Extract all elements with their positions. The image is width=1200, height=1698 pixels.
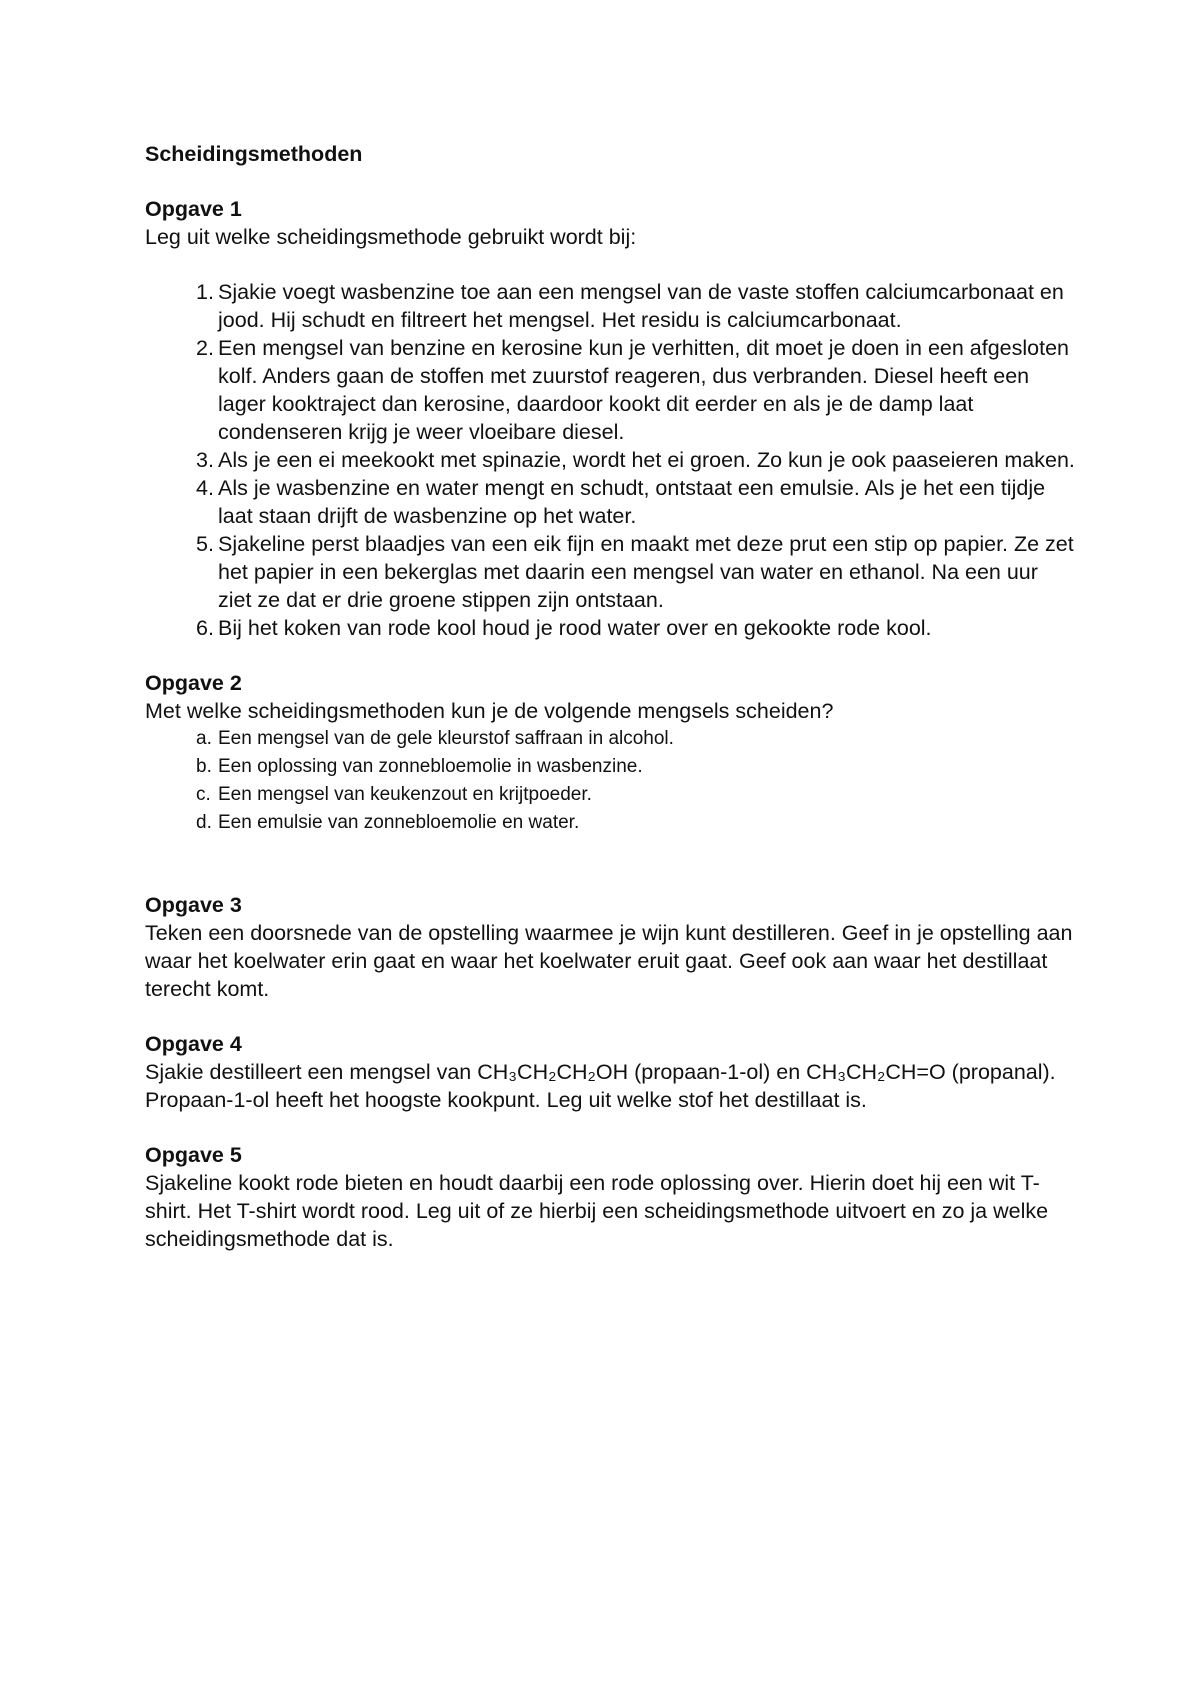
list-marker: d. <box>196 812 212 833</box>
list-item-text: Als je wasbenzine en water mengt en schudt, ontstaat een emulsie. Als je het een tijdje laat staan drijft de wasbenzine op het water. <box>218 476 1046 528</box>
list-marker: 5. <box>196 532 214 556</box>
list-item <box>145 334 1075 446</box>
section-heading: Opgave 3 <box>145 893 242 917</box>
list-item <box>145 278 1075 334</box>
section-intro: Met welke scheidingsmethoden kun je de volgende mengsels scheiden? <box>145 699 834 723</box>
section-opgave-2 <box>145 669 1075 864</box>
list-marker: 4. <box>196 476 214 500</box>
list-item-text: Sjakeline perst blaadjes van een eik fijn en maakt met deze prut een stip op papier. Ze zet het papier in een bekerglas met daarin een mengsel van water en ethanol. Na een uur ziet ze dat er drie groene stippen zijn ontstaan. <box>218 532 1074 612</box>
list-item-text: Een emulsie van zonnebloemolie en water. <box>218 812 580 833</box>
section-opgave-3 <box>145 891 1075 1003</box>
list-marker: 2. <box>196 336 214 360</box>
section-heading: Opgave 1 <box>145 197 242 221</box>
list-item <box>145 614 1075 642</box>
list-item <box>145 725 1075 753</box>
lettered-list <box>145 725 1075 837</box>
list-marker: 6. <box>196 616 214 640</box>
list-item <box>145 809 1075 837</box>
document-page <box>145 140 1075 1280</box>
page-title: Scheidingsmethoden <box>145 142 363 166</box>
list-item <box>145 753 1075 781</box>
list-item <box>145 781 1075 809</box>
list-item-text: Een mengsel van keukenzout en krijtpoeder. <box>218 784 592 805</box>
section-opgave-1 <box>145 195 1075 642</box>
section-heading: Opgave 4 <box>145 1032 242 1056</box>
numbered-list <box>145 278 1075 642</box>
section-intro: Leg uit welke scheidingsmethode gebruikt wordt bij: <box>145 225 637 249</box>
section-opgave-4 <box>145 1030 1075 1114</box>
section-body: Teken een doorsnede van de opstelling waarmee je wijn kunt destilleren. Geef in je opstelling aan waar het koelwater erin gaat en waar het koelwater eruit gaat. Geef ook aan waar het destillaat terecht komt. <box>145 921 1073 1001</box>
section-body: Sjakeline kookt rode bieten en houdt daarbij een rode oplossing over. Hierin doet hij een wit T-shirt. Het T-shirt wordt rood. Leg uit of ze hierbij een scheidingsmethode uitvoert en zo ja welke scheidingsmethode dat is. <box>145 1171 1049 1251</box>
list-item <box>145 474 1075 530</box>
list-item-text: Een mengsel van de gele kleurstof saffraan in alcohol. <box>218 728 674 749</box>
list-item <box>145 530 1075 614</box>
list-item-text: Een mengsel van benzine en kerosine kun je verhitten, dit moet je doen in een afgesloten kolf. Anders gaan de stoffen met zuurstof reageren, dus verbranden. Diesel heeft een lager kooktraject dan kerosine, daardoor kookt dit eerder en als je de damp laat condenseren krijg je weer vloeibare diesel. <box>218 336 1070 444</box>
section-body: Sjakie destilleert een mengsel van CH₃CH₂CH₂OH (propaan-1-ol) en CH₃CH₂CH=O (propanal). Propaan-1-ol heeft het hoogste kookpunt. Leg uit welke stof het destillaat is. <box>145 1060 1056 1112</box>
list-item <box>145 446 1075 474</box>
list-marker: a. <box>196 728 212 749</box>
section-heading: Opgave 5 <box>145 1143 242 1167</box>
list-item-text: Als je een ei meekookt met spinazie, wordt het ei groen. Zo kun je ook paaseieren maken. <box>218 448 1075 472</box>
list-item-text: Bij het koken van rode kool houd je rood water over en gekookte rode kool. <box>218 616 932 640</box>
list-item-text: Een oplossing van zonnebloemolie in wasbenzine. <box>218 756 643 777</box>
section-opgave-5 <box>145 1141 1075 1253</box>
list-marker: b. <box>196 756 212 777</box>
list-marker: c. <box>196 784 211 805</box>
list-marker: 3. <box>196 448 214 472</box>
list-item-text: Sjakie voegt wasbenzine toe aan een mengsel van de vaste stoffen calciumcarbonaat en jood. Hij schudt en filtreert het mengsel. Het residu is calciumcarbonaat. <box>218 280 1064 332</box>
section-heading: Opgave 2 <box>145 671 242 695</box>
list-marker: 1. <box>196 280 214 304</box>
spacer <box>145 837 1075 864</box>
